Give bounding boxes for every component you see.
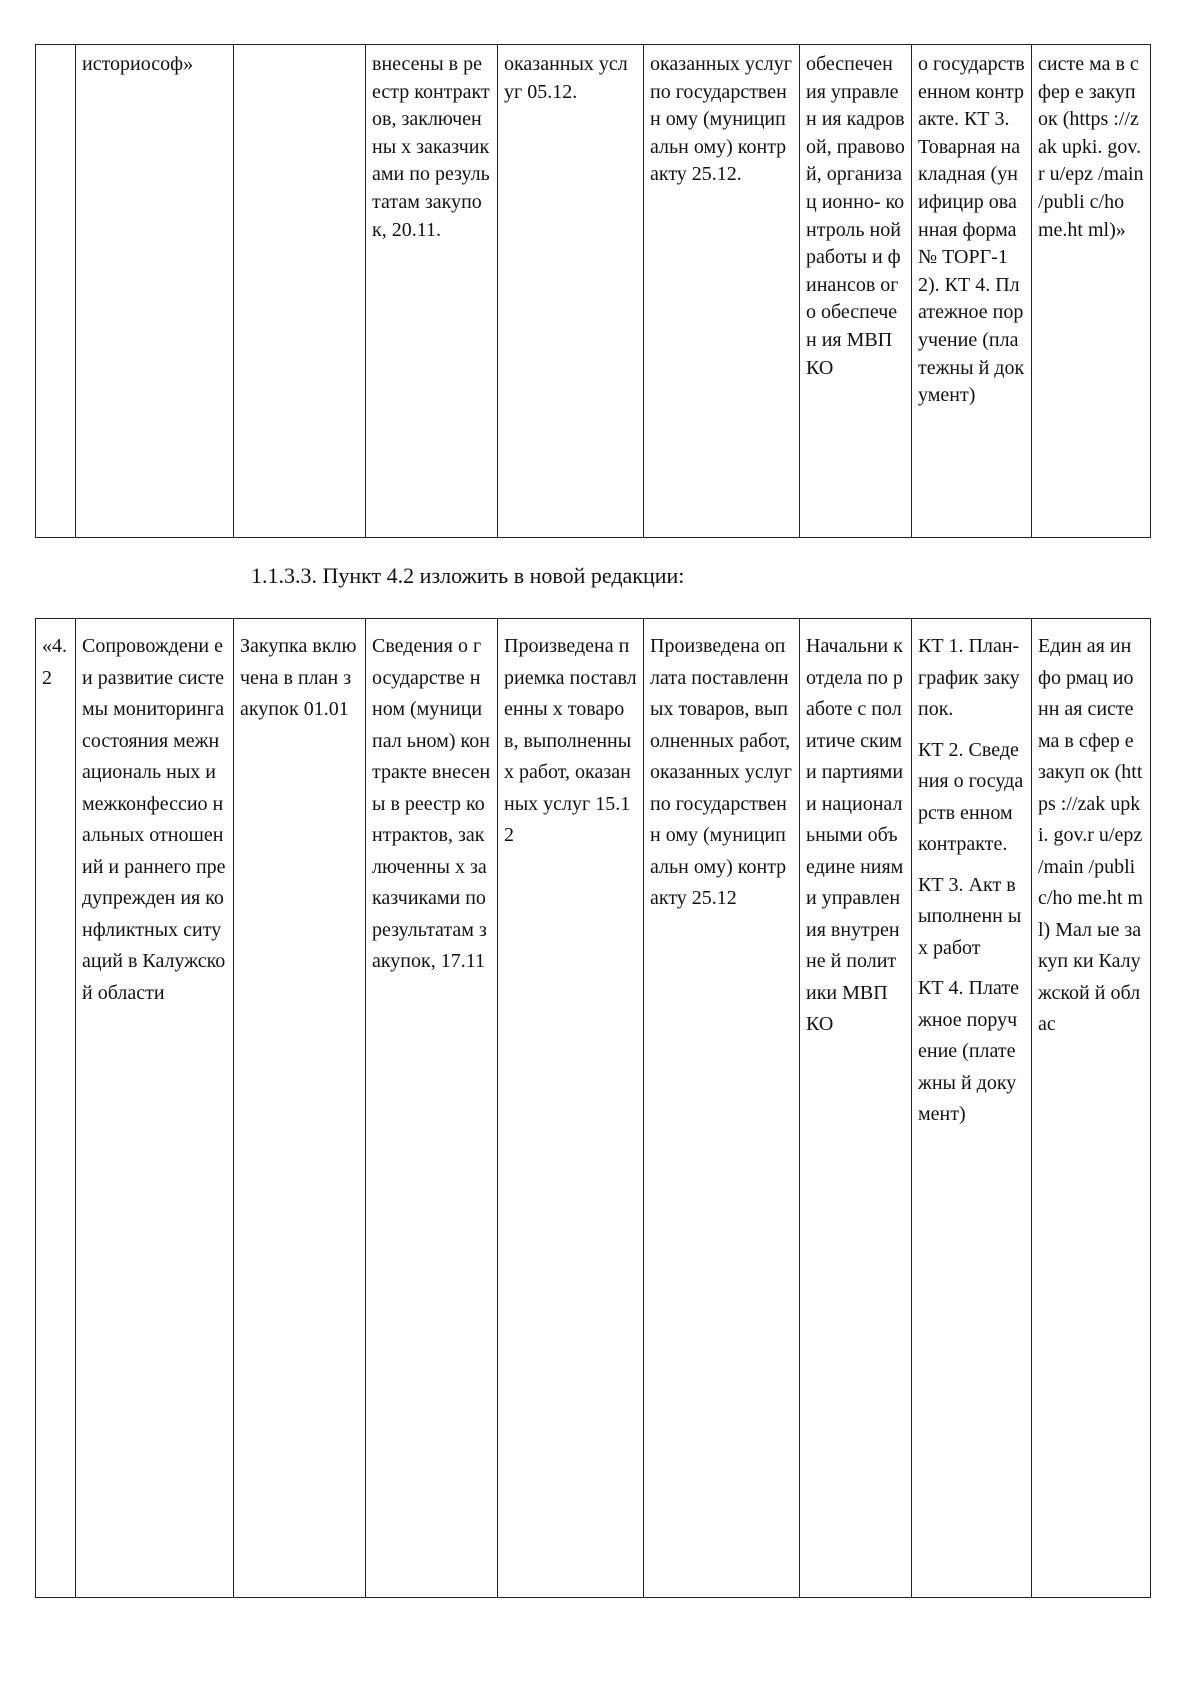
cell-responsible: обеспечен ия управлен ия кадровой, правовой, организац ионно- контроль ной работы и финансов ого обеспечен ия МВП КО <box>800 45 912 538</box>
section-caption: 1.1.3.3. Пункт 4.2 изложить в новой редакции: <box>251 563 685 588</box>
table-item-4-2 <box>35 618 1151 1598</box>
cell-purchase: Закупка включена в план закупок 01.01 <box>234 619 366 1598</box>
control-point-2: КТ 2. Сведения о государств енном контракте. <box>918 738 1024 855</box>
control-point-3: КТ 3. Акт выполненн ых работ <box>918 873 1022 959</box>
cell-contract: внесены в реестр контрактов, заключенны х заказчиками по результатам закупок, 20.11. <box>366 45 498 538</box>
cell-number <box>36 45 76 538</box>
cell-acceptance: оказанных услуг 05.12. <box>498 45 644 538</box>
cell-contract: Сведения о государстве нном (муниципал ьном) контракте внесены в реестр контрактов, заключенны х заказчиками по результатам закупок, 17.11 <box>366 619 498 1598</box>
cell-payment: Произведена оплата поставленных товаров, выполненных работ, оказанных услуг по государственн ому (муниципальн ому) контракту 25.12 <box>644 619 800 1598</box>
control-point-4: КТ 4. Платежное поручение (платежны й документ) <box>918 977 1019 1125</box>
cell-payment: оказанных услуг по государственн ому (муниципальн ому) контракту 25.12. <box>644 45 800 538</box>
cell-number: «4. 2 <box>36 619 76 1598</box>
cell-acceptance: Произведена приемка поставленны х товаров, выполненных работ, оказанных услуг 15.12 <box>498 619 644 1598</box>
table-continuation <box>35 44 1151 538</box>
cell-control-points: о государств енном контракте. КТ 3. Товарная накладная (унифицир ованная форма № ТОРГ-12). КТ 4. Платежное поручение (платежны й документ) <box>912 45 1032 538</box>
control-point-1: КТ 1. План- график закупок. <box>918 635 1020 720</box>
cell-info-system: Един ая инфо рмац ионн ая систе ма в сфер е закуп ок (https ://zak upki. gov.r u/epz /main /publi c/ho me.ht ml) Мал ые закуп ки Калу жской й облас <box>1032 619 1151 1598</box>
cell-name: историософ» <box>76 45 234 538</box>
cell-control-points <box>912 619 1032 1598</box>
table-row <box>36 619 1151 1598</box>
cell-purchase <box>234 45 366 538</box>
cell-info-system: систе ма в сфер е закуп ок (https ://zak upki. gov.r u/epz /main /publi c/ho me.ht ml)» <box>1032 45 1151 538</box>
table-row <box>36 45 1151 538</box>
cell-name: Сопровождени е и развитие системы мониторинга состояния межнациональ ных и межконфессио нальных отношений и раннего предупрежден ия конфликтных ситуаций в Калужской области <box>76 619 234 1598</box>
cell-responsible: Начальни к отдела по работе с политиче скими партиями и национал ьными объедине ниями управлен ия внутренне й политики МВП КО <box>800 619 912 1598</box>
